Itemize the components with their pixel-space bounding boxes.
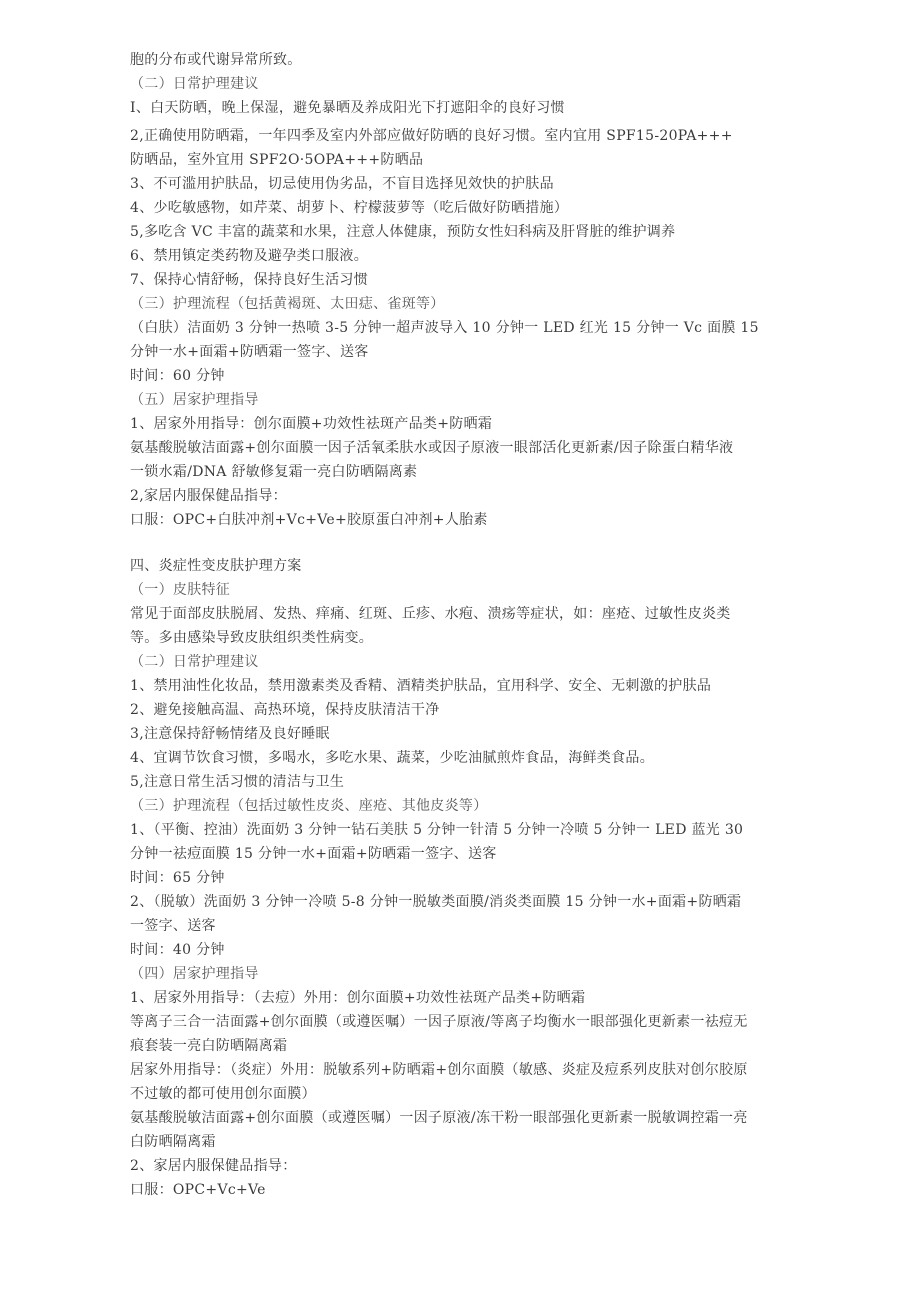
section-heading: （二）日常护理建议	[130, 654, 259, 670]
section-heading: （四）居家护理指导	[130, 966, 259, 982]
text-line: 2、（脱敏）洗面奶 3 分钟一冷喷 5-8 分钟一脱敏类面膜/消炎类面膜 15 分钟一水+面霜+防晒霜	[130, 894, 742, 910]
text-line: 7、保持心情舒畅，保持良好生活习惯	[130, 272, 369, 288]
text-line: 防晒品，室外宜用 SPF2O·5OPA+++防晒品	[130, 152, 424, 168]
text-line: 一签字、送客	[130, 918, 216, 934]
text-line: 3、不可滥用护肤品，切忌使用伪劣品，不盲目选择见效快的护肤品	[130, 176, 554, 192]
chapter-heading: 四、炎症性变皮肤护理方案	[130, 558, 302, 574]
text-line: 2、家居内服保健品指导：	[130, 1158, 297, 1174]
text-line: 1、居家外用指导：创尔面膜+功效性祛斑产品类+防晒霜	[130, 416, 493, 432]
text-line: 白防晒隔离霜	[130, 1134, 216, 1150]
text-line: 分钟一祛痘面膜 15 分钟一水+面霜+防晒霜一签字、送客	[130, 846, 497, 862]
text-line: （白肤）洁面奶 3 分钟一热喷 3-5 分钟一超声波导入 10 分钟一 LED 红光 15 分钟一 Vc 面膜 15	[130, 320, 759, 336]
text-line: 痕套装一亮白防晒隔离霜	[130, 1038, 288, 1054]
text-line: 1、禁用油性化妆品，禁用激素类及香精、酒精类护肤品，宜用科学、安全、无刺激的护肤品	[130, 678, 712, 694]
text-line: 常见于面部皮肤脱屑、发热、痒痛、红斑、丘疹、水疱、溃疡等症状，如：座疮、过敏性皮炎类	[130, 606, 731, 622]
text-line: 氨基酸脱敏洁面露+创尔面膜（或遵医嘱）一因子原液/冻干粉一眼部强化更新素一脱敏调控霜一亮	[130, 1110, 748, 1126]
text-line: 不过敏的都可使用创尔面膜）	[130, 1086, 316, 1102]
text-line: 时间：65 分钟	[130, 870, 225, 886]
text-line: 4、少吃敏感物，如芹菜、胡萝卜、柠檬菠萝等（吃后做好防晒措施）	[130, 200, 569, 216]
text-line: 等离子三合一洁面露+创尔面膜（或遵医嘱）一因子原液/等离子均衡水一眼部强化更新素一祛痘无	[130, 1014, 748, 1030]
text-line: 5,注意日常生活习惯的清洁与卫生	[130, 774, 345, 790]
text-line: 6、禁用镇定类药物及避孕类口服液。	[130, 248, 369, 264]
text-line: 居家外用指导：（炎症）外用：脱敏系列+防晒霜+创尔面膜（敏感、炎症及痘系列皮肤对创尔胶原	[130, 1062, 748, 1078]
text-line: 1、居家外用指导：（去痘）外用：创尔面膜+功效性祛斑产品类+防晒霜	[130, 990, 586, 1006]
text-line: 5,多吃含 VC 丰富的蔬菜和水果，注意人体健康，预防女性妇科病及肝肾脏的维护调养	[130, 224, 676, 240]
text-line: I、白天防晒，晚上保湿，避免暴晒及养成阳光下打遮阳伞的良好习惯	[130, 100, 565, 116]
text-line: 氨基酸脱敏洁面露+创尔面膜一因子活氧柔肤水或因子原液一眼部活化更新素/因子除蛋白精华液	[130, 440, 734, 456]
text-line: 2,家居内服保健品指导：	[130, 488, 287, 504]
text-line: 2、避免接触高温、高热环境，保持皮肤清洁干净	[130, 702, 440, 718]
text-line: 时间：40 分钟	[130, 942, 225, 958]
text-line: 等。多由感染导致皮肤组织类性病变。	[130, 630, 374, 646]
section-heading: （一）皮肤特征	[130, 582, 231, 598]
text-line: 4、宜调节饮食习惯，多喝水，多吃水果、蔬菜，少吃油腻煎炸食品，海鲜类食品。	[130, 750, 655, 766]
document-page	[130, 48, 810, 1202]
section-heading: （三）护理流程（包括黄褐斑、太田痣、雀斑等）	[130, 296, 445, 312]
text-line: 分钟一水+面霜+防晒霜一签字、送客	[130, 344, 369, 360]
text-line: 1、（平衡、控油）洗面奶 3 分钟一钻石美肤 5 分钟一针清 5 分钟一冷喷 5 分钟一 LED 蓝光 30	[130, 822, 744, 838]
section-heading: （五）居家护理指导	[130, 392, 259, 408]
section-heading: （三）护理流程（包括过敏性皮炎、座疮、其他皮炎等）	[130, 798, 488, 814]
text-line: 2,正确使用防晒霜，一年四季及室内外部应做好防晒的良好习惯。室内宜用 SPF15-20PA+++	[130, 128, 733, 144]
text-line: 时间：60 分钟	[130, 368, 225, 384]
text-line: 口服：OPC+白肤冲剂+Vc+Ve+胶原蛋白冲剂+人胎素	[130, 512, 488, 528]
text-line: 口服：OPC+Vc+Ve	[130, 1182, 266, 1198]
text-line: 一锁水霜/DNA 舒敏修复霜一亮白防晒隔离素	[130, 464, 418, 480]
section-heading: （二）日常护理建议	[130, 76, 259, 92]
text-line: 胞的分布或代谢异常所致。	[130, 52, 302, 68]
text-line: 3,注意保持舒畅情绪及良好睡眠	[130, 726, 330, 742]
